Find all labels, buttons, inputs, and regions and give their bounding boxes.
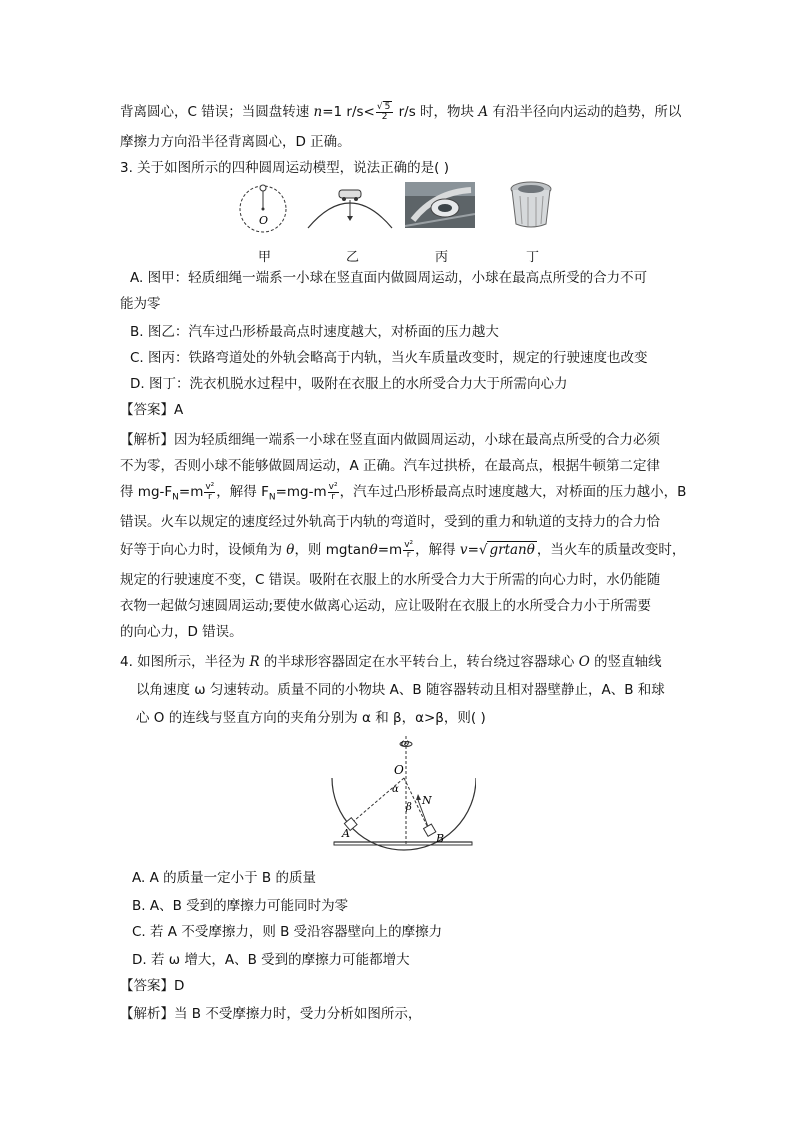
text: 的竖直轴线 bbox=[589, 654, 662, 670]
fig-label-jia: 甲 bbox=[258, 250, 272, 265]
text: =1 r/s< bbox=[322, 104, 375, 120]
fig-label-yi: 乙 bbox=[346, 250, 360, 265]
q3-explanation-line-2: 不为零，否则小球不能够做圆周运动，A 正确。汽车过拱桥，在最高点，根据牛顿第二定律 bbox=[120, 458, 661, 474]
numerator: v² bbox=[205, 481, 215, 492]
text: ，汽车过凸形桥最高点时速度越大，对桥面的压力越小，B bbox=[339, 484, 687, 500]
o-label: O bbox=[394, 763, 404, 777]
text: 好等于向心力时，设倾角为 bbox=[120, 542, 287, 558]
text: ，则 mgtan bbox=[294, 542, 370, 558]
text: 背离圆心，C 错误；当圆盘转速 bbox=[120, 104, 314, 120]
q3-explanation-line-4: 错误。火车以规定的速度经过外轨高于内轨的弯道时，受到的重力和轨道的支持力的合力恰 bbox=[120, 514, 660, 530]
fig-label-bing: 丙 bbox=[435, 250, 449, 265]
text: ，解得 F bbox=[216, 484, 269, 500]
q4-stem-line-2: 以角速度 ω 匀速转动。质量不同的小物块 A、B 随容器转动且相对器壁静止，A、B 和球 bbox=[136, 682, 665, 698]
q3-stem: 3. 关于如图所示的四种圆周运动模型，说法正确的是( ) bbox=[120, 160, 449, 176]
q4-option-d: D. 若 ω 增大，A、B 受到的摩擦力可能都增大 bbox=[132, 952, 410, 968]
q3-answer: 【答案】A bbox=[120, 402, 184, 418]
q3-option-b: B. 图乙：汽车过凸形桥最高点时速度越大，对桥面的压力越大 bbox=[130, 324, 499, 340]
figure-jia bbox=[238, 182, 288, 238]
q3-explanation-line-5: 好等于向心力时，设倾角为 θ，则 mgtanθ=m $\frac{\text{v²}}{r}$ ，解得 v=√ grtanθ ，当火车的质量改变时， bbox=[120, 539, 686, 560]
text: =m bbox=[178, 484, 204, 500]
figure-bing-photo bbox=[405, 182, 475, 228]
fraction bbox=[204, 483, 215, 502]
subscript: N bbox=[268, 492, 276, 503]
q3-option-c: C. 图丙：铁路弯道处的外轨会略高于内轨，当火车质量改变时，规定的行驶速度也改变 bbox=[130, 350, 648, 366]
beta-label: β bbox=[406, 802, 412, 813]
a-label: A bbox=[342, 827, 350, 840]
text: 得 mg-F bbox=[120, 484, 173, 500]
denominator: 2 bbox=[381, 111, 388, 122]
text: =mg-m bbox=[275, 484, 327, 500]
q3-option-a-line-1: A. 图甲：轻质细绳一端系一小球在竖直面内做圆周运动，小球在最高点所受的合力不可 bbox=[130, 270, 648, 286]
subscript: N bbox=[172, 492, 179, 503]
numerator: v² bbox=[328, 481, 338, 492]
q4-stem-line-1 bbox=[120, 652, 662, 672]
b-label: B bbox=[436, 832, 445, 845]
fig-o-label: O bbox=[259, 214, 269, 227]
q4-stem-line-3: 心 O 的连线与竖直方向的夹角分别为 α 和 β，α>β，则( ) bbox=[136, 710, 486, 726]
var-n: n bbox=[313, 104, 323, 120]
intro-line-1 bbox=[120, 102, 681, 122]
figure-ding-photo bbox=[508, 180, 554, 230]
text: r/s 时，物块 bbox=[394, 104, 479, 120]
var-v: v bbox=[459, 542, 468, 558]
figure-yi bbox=[306, 184, 394, 232]
var-A: A bbox=[478, 104, 489, 120]
text: 有沿半径向内运动的趋势，所以 bbox=[488, 104, 682, 120]
q4-answer: 【答案】D bbox=[120, 978, 185, 994]
q4-option-b: B. A、B 受到的摩擦力可能同时为零 bbox=[132, 898, 349, 914]
text: =m bbox=[377, 542, 403, 558]
denominator: r bbox=[406, 549, 411, 560]
q4-explanation-line-1: 【解析】当 B 不受摩擦力时，受力分析如图所示， bbox=[120, 1006, 422, 1022]
fig-label-ding: 丁 bbox=[526, 250, 540, 265]
q3-explanation-line-7: 衣物一起做匀速圆周运动;要使水做离心运动，应让吸附在衣服上的水所受合力小于所需要 bbox=[120, 598, 652, 614]
sqrt-value: 5 bbox=[384, 101, 391, 112]
fraction: $\frac{√ 5}{2}$ bbox=[376, 103, 393, 122]
figure-hemisphere-container bbox=[326, 734, 476, 854]
sqrt-expression: grtanθ bbox=[489, 542, 535, 558]
q4-option-c: C. 若 A 不受摩擦力，则 B 受沿容器壁向上的摩擦力 bbox=[132, 924, 443, 940]
text: 4. 如图所示，半径为 bbox=[120, 654, 250, 670]
q3-explanation-line-8: 的向心力，D 错误。 bbox=[120, 624, 243, 640]
alpha-label: α bbox=[392, 784, 399, 795]
n-label: N bbox=[422, 794, 432, 807]
denominator: r bbox=[331, 491, 335, 502]
fraction bbox=[403, 541, 414, 560]
q4-option-a: A. A 的质量一定小于 B 的质量 bbox=[132, 870, 316, 886]
var-theta: θ bbox=[286, 542, 295, 558]
var-theta: θ bbox=[369, 542, 378, 558]
text: 的半球形容器固定在水平转台上，转台绕过容器球心 bbox=[259, 654, 579, 670]
q3-explanation-line-1: 【解析】因为轻质细绳一端系一小球在竖直面内做圆周运动，小球在最高点所受的合力必须 bbox=[120, 432, 660, 448]
q3-explanation-line-6: 规定的行驶速度不变，C 错误。吸附在衣服上的水所受合力大于所需的向心力时，水仍能随 bbox=[120, 572, 661, 588]
q3-option-a-line-2: 能为零 bbox=[120, 296, 161, 312]
var-R: R bbox=[249, 654, 260, 670]
text: ，当火车的质量改变时， bbox=[536, 542, 686, 558]
intro-line-2: 摩擦力方向沿半径背离圆心，D 正确。 bbox=[120, 134, 351, 150]
text: = bbox=[467, 542, 479, 558]
omega-label: ω bbox=[401, 738, 410, 749]
var-O: O bbox=[578, 654, 590, 670]
numerator: v² bbox=[404, 539, 414, 550]
fraction bbox=[328, 483, 339, 502]
q3-option-d: D. 图丁：洗衣机脱水过程中，吸附在衣服上的水所受合力大于所需向心力 bbox=[130, 376, 568, 392]
text: ，解得 bbox=[415, 542, 460, 558]
denominator: r bbox=[207, 491, 212, 502]
q3-explanation-line-3 bbox=[120, 482, 686, 508]
